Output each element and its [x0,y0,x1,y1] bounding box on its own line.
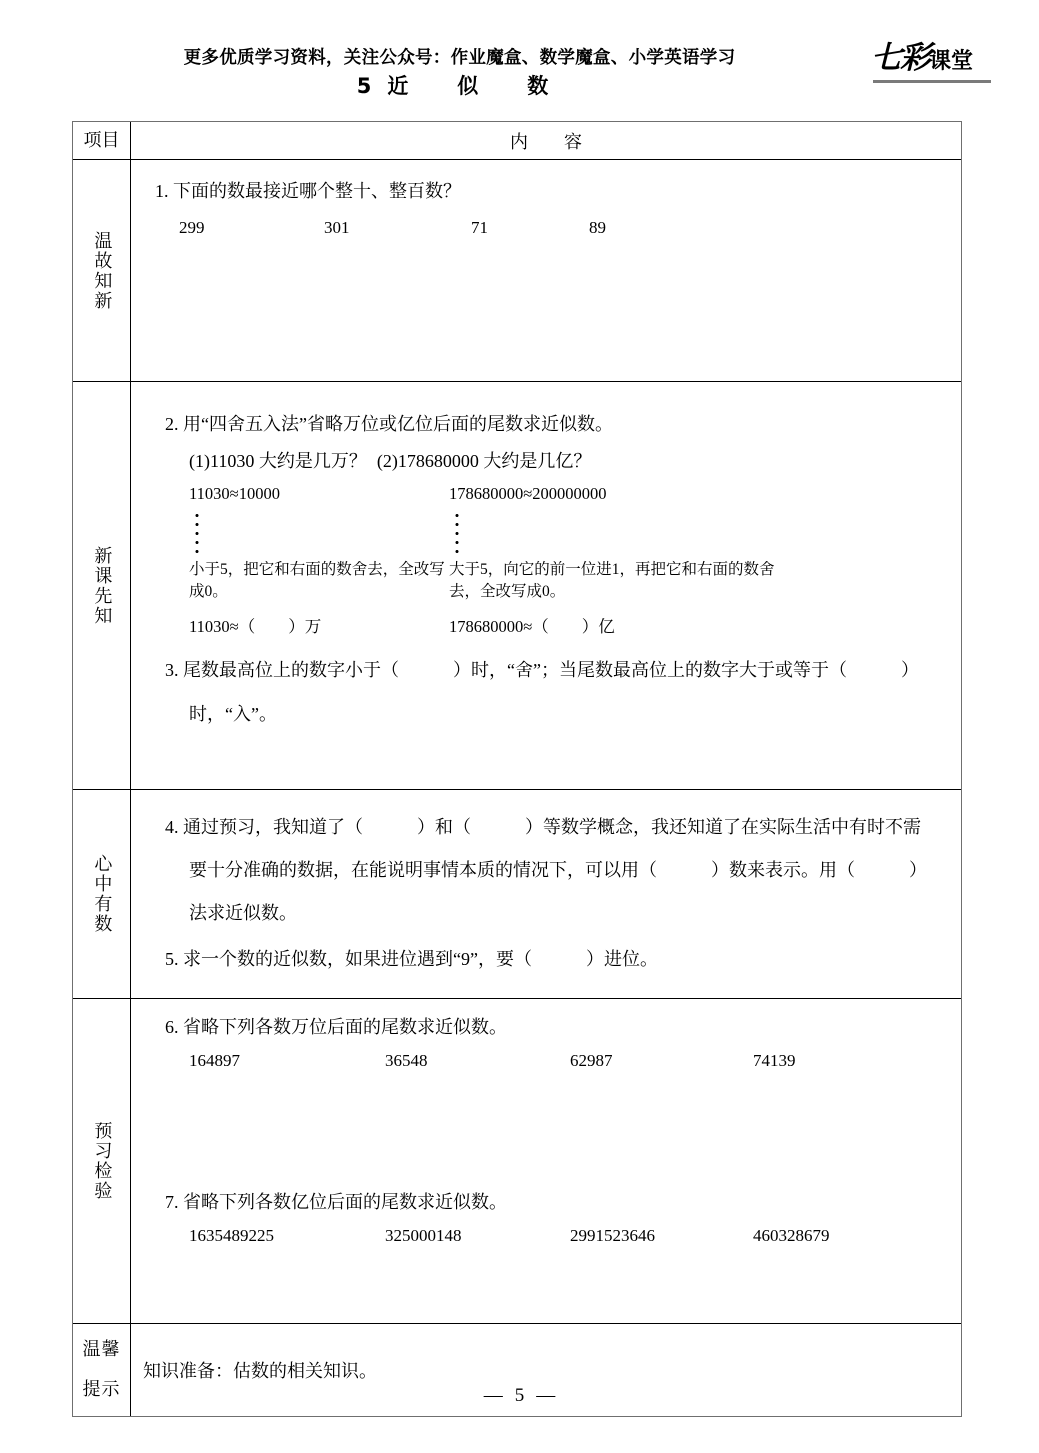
review-body [131,160,961,262]
example-a-equation: 11030≈10000 [189,484,280,503]
worked-example-a [189,484,459,637]
brand-logo-part1: 七彩 [871,40,929,76]
q7-number-3: 2991523646 [570,1226,655,1245]
question-2-sub-a: (1)11030 大约是几万？ [189,451,367,471]
question-2: 2. 用“四舍五入法”省略万位或亿位后面的尾数求近似数。 [165,414,613,434]
question-7: 7. 省略下列各数亿位后面的尾数求近似数。 [165,1192,507,1212]
table-row-understanding [73,790,961,999]
brand-logo [871,38,991,86]
section-content-newlesson [131,382,961,789]
section-content-understanding [131,790,961,998]
q7-number-1: 1635489225 [189,1226,274,1245]
understanding-body [131,790,961,981]
table-row-review [73,160,961,382]
q7-number-4: 460328679 [753,1226,830,1245]
section-label-review-text: 温故知新 [92,230,113,311]
q6-number-2: 36548 [385,1051,428,1070]
example-b-blank: 178680000≈（ ）亿 [449,617,615,636]
section-label-newlesson [73,382,131,789]
table-header-row [73,122,961,160]
question-7-numbers [165,1226,995,1256]
header-cell-item [73,122,131,159]
example-b-equation: 178680000≈200000000 [449,484,607,503]
example-b-explanation: 大于5，向它的前一位进1，再把它和右面的数舍去，全改写成0。 [449,561,775,600]
q6-number-4: 74139 [753,1051,796,1070]
example-a-blank: 11030≈（ ）万 [189,617,322,636]
section-label-practice-text: 预习检验 [92,1121,113,1201]
q7-number-2: 325000148 [385,1226,462,1245]
question-4-line2: 要十分准确的数据，在能说明事情本质的情况下，可以用（ ）数来表示。用（ ） [189,860,927,881]
brand-logo-text [871,38,991,78]
q1-number-1: 299 [179,218,205,238]
page-number: 5 [514,1385,525,1406]
question-4-line1: 4. 通过预习，我知道了（ ）和（ ）等数学概念，我还知道了在实际生活中有时不需 [165,817,921,837]
footer-dash-right: — [536,1385,556,1406]
question-3 [165,648,953,736]
question-3-line1: 3. 尾数最高位上的数字小于（ ）时，“舍”；当尾数最高位上的数字大于或等于（ ） [165,660,919,680]
section-label-newlesson-text: 新课先知 [92,545,113,626]
table-row-practice [73,999,961,1324]
q6-number-1: 164897 [189,1051,240,1070]
lesson-title: 近 似 数 [387,74,563,98]
question-1: 1. 下面的数最接近哪个整十、整百数？ [155,181,461,201]
question-3-line2: 时，“入”。 [189,704,277,725]
worksheet-table [72,121,962,1417]
worked-example-b [449,484,779,637]
question-1-numbers [179,218,945,248]
q1-number-2: 301 [324,218,350,238]
question-2-subquestions [189,447,591,473]
brand-logo-part2: 课堂 [929,49,974,74]
q1-number-4: 89 [589,218,606,238]
q1-number-3: 71 [471,218,488,238]
q6-number-3: 62987 [570,1051,613,1070]
table-row-newlesson [73,382,961,790]
section-label-understanding [73,790,131,998]
section-label-understanding-text: 心中有数 [92,854,113,934]
header-cell-content [131,122,961,159]
tips-text: 知识准备：估数的相关知识。 [143,1361,377,1381]
question-2-sub-b: (2)178680000 大约是几亿？ [376,451,592,471]
header-label-item: 项目 [83,129,120,150]
section-label-tips-line2: 提示 [82,1379,121,1400]
lesson-number: 5 [356,74,372,98]
promo-text: 更多优质学习资料，关注公众号：作业魔盒、数学魔盒、小学英语学习 [183,48,736,68]
section-content-review [131,160,961,381]
section-label-practice [73,999,131,1323]
section-content-practice [131,999,961,1323]
page-header [0,0,1039,110]
dotted-connector-b-icon [455,511,459,553]
page-footer [0,1385,1039,1407]
header-label-content: 内 容 [510,131,582,152]
question-5: 5. 求一个数的近似数，如果进位遇到“9”，要（ ）进位。 [165,948,658,969]
dotted-connector-a-icon [195,511,199,553]
footer-dash-left: — [483,1385,503,1406]
question-6-numbers [165,1051,995,1081]
example-a-explanation: 小于5，把它和右面的数舍去，全改写成0。 [189,561,445,600]
question-6: 6. 省略下列各数万位后面的尾数求近似数。 [165,1017,507,1037]
section-label-review [73,160,131,381]
brand-underline [873,80,991,83]
section-label-tips-line1: 温馨 [82,1339,121,1360]
question-4-line3: 法求近似数。 [189,903,297,924]
